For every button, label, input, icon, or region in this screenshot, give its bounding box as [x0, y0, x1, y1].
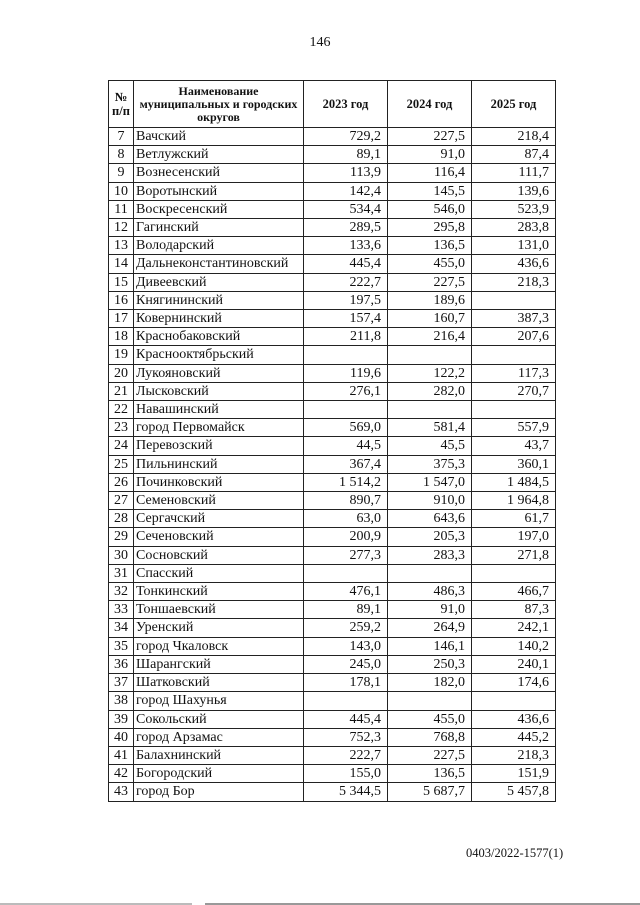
header-2024: 2024 год: [388, 81, 472, 128]
value-2024: 455,0: [388, 710, 472, 728]
row-number: 27: [109, 492, 134, 510]
value-2024: 160,7: [388, 310, 472, 328]
value-2024: 1 547,0: [388, 473, 472, 491]
row-number: 26: [109, 473, 134, 491]
value-2025: 151,9: [472, 765, 556, 783]
table-row: [109, 455, 556, 473]
municipality-name: Уренский: [134, 619, 304, 637]
budget-table: [108, 80, 556, 802]
table-row: [109, 437, 556, 455]
municipality-name: Дивеевский: [134, 273, 304, 291]
table-row: [109, 492, 556, 510]
value-2023: 143,0: [304, 637, 388, 655]
value-2023: [304, 346, 388, 364]
value-2024: 91,0: [388, 601, 472, 619]
municipality-name: Навашинский: [134, 401, 304, 419]
municipality-name: Лысковский: [134, 382, 304, 400]
municipality-name: Вачский: [134, 128, 304, 146]
municipality-name: Сокольский: [134, 710, 304, 728]
table-row: [109, 237, 556, 255]
value-2025: [472, 564, 556, 582]
value-2023: 890,7: [304, 492, 388, 510]
row-number: 24: [109, 437, 134, 455]
municipality-name: Дальнеконстантиновский: [134, 255, 304, 273]
value-2024: 227,5: [388, 128, 472, 146]
value-2025: 271,8: [472, 546, 556, 564]
value-2025: 87,3: [472, 601, 556, 619]
municipality-name: Богородский: [134, 765, 304, 783]
row-number: 18: [109, 328, 134, 346]
value-2025: 283,8: [472, 219, 556, 237]
value-2023: 289,5: [304, 219, 388, 237]
row-number: 32: [109, 583, 134, 601]
row-number: 40: [109, 728, 134, 746]
table-row: [109, 674, 556, 692]
value-2023: 133,6: [304, 237, 388, 255]
row-number: 15: [109, 273, 134, 291]
value-2023: 197,5: [304, 291, 388, 309]
municipality-name: Краснобаковский: [134, 328, 304, 346]
value-2024: 910,0: [388, 492, 472, 510]
value-2024: 282,0: [388, 382, 472, 400]
value-2025: 131,0: [472, 237, 556, 255]
municipality-name: Воротынский: [134, 182, 304, 200]
table-row: [109, 783, 556, 801]
row-number: 37: [109, 674, 134, 692]
row-number: 31: [109, 564, 134, 582]
table-row: [109, 310, 556, 328]
page-number: 146: [309, 35, 331, 50]
value-2024: [388, 692, 472, 710]
value-2024: 295,8: [388, 219, 472, 237]
table-row: [109, 583, 556, 601]
municipality-name: город Шахунья: [134, 692, 304, 710]
header-municipality-name: Наименование муниципальных и городских округов: [134, 81, 304, 128]
value-2023: 113,9: [304, 164, 388, 182]
row-number: 16: [109, 291, 134, 309]
value-2025: 174,6: [472, 674, 556, 692]
table-row: [109, 710, 556, 728]
municipality-name: Сосновский: [134, 546, 304, 564]
value-2024: 264,9: [388, 619, 472, 637]
row-number: 10: [109, 182, 134, 200]
value-2025: [472, 401, 556, 419]
value-2025: 242,1: [472, 619, 556, 637]
value-2024: 227,5: [388, 746, 472, 764]
value-2024: 581,4: [388, 419, 472, 437]
row-number: 11: [109, 200, 134, 218]
value-2023: 729,2: [304, 128, 388, 146]
value-2024: 182,0: [388, 674, 472, 692]
table-row: [109, 146, 556, 164]
value-2024: 546,0: [388, 200, 472, 218]
municipality-name: Балахнинский: [134, 746, 304, 764]
value-2025: [472, 291, 556, 309]
value-2023: 1 514,2: [304, 473, 388, 491]
header-2025: 2025 год: [472, 81, 556, 128]
row-number: 36: [109, 655, 134, 673]
value-2024: 91,0: [388, 146, 472, 164]
municipality-name: Перевозский: [134, 437, 304, 455]
value-2023: 142,4: [304, 182, 388, 200]
value-2023: 259,2: [304, 619, 388, 637]
value-2024: 45,5: [388, 437, 472, 455]
row-number: 9: [109, 164, 134, 182]
value-2024: 136,5: [388, 765, 472, 783]
value-2025: 466,7: [472, 583, 556, 601]
value-2025: 197,0: [472, 528, 556, 546]
row-number: 22: [109, 401, 134, 419]
row-number: 12: [109, 219, 134, 237]
row-number: 30: [109, 546, 134, 564]
value-2023: [304, 401, 388, 419]
municipality-name: Спасский: [134, 564, 304, 582]
value-2023: 44,5: [304, 437, 388, 455]
row-number: 14: [109, 255, 134, 273]
table-row: [109, 564, 556, 582]
value-2023: 89,1: [304, 601, 388, 619]
value-2024: [388, 401, 472, 419]
value-2023: 245,0: [304, 655, 388, 673]
row-number: 25: [109, 455, 134, 473]
table-row: [109, 601, 556, 619]
table-row: [109, 637, 556, 655]
municipality-name: Сеченовский: [134, 528, 304, 546]
table-body: [109, 128, 556, 802]
value-2025: 240,1: [472, 655, 556, 673]
table-row: [109, 128, 556, 146]
value-2024: 643,6: [388, 510, 472, 528]
value-2023: 367,4: [304, 455, 388, 473]
table-row: [109, 728, 556, 746]
value-2025: 218,4: [472, 128, 556, 146]
value-2023: 476,1: [304, 583, 388, 601]
value-2024: 189,6: [388, 291, 472, 309]
table-row: [109, 291, 556, 309]
table-row: [109, 273, 556, 291]
table-row: [109, 655, 556, 673]
value-2025: 218,3: [472, 746, 556, 764]
value-2023: 155,0: [304, 765, 388, 783]
value-2024: 122,2: [388, 364, 472, 382]
value-2023: 752,3: [304, 728, 388, 746]
table-row: [109, 401, 556, 419]
value-2024: 283,3: [388, 546, 472, 564]
value-2025: 140,2: [472, 637, 556, 655]
municipality-name: Ветлужский: [134, 146, 304, 164]
municipality-name: Тонкинский: [134, 583, 304, 601]
row-number: 13: [109, 237, 134, 255]
table-row: [109, 164, 556, 182]
table-row: [109, 546, 556, 564]
value-2023: [304, 692, 388, 710]
value-2023: 276,1: [304, 382, 388, 400]
value-2023: 445,4: [304, 710, 388, 728]
value-2025: 360,1: [472, 455, 556, 473]
header-2023: 2023 год: [304, 81, 388, 128]
row-number: 23: [109, 419, 134, 437]
table-row: [109, 765, 556, 783]
value-2025: 523,9: [472, 200, 556, 218]
value-2025: 1 484,5: [472, 473, 556, 491]
value-2025: 5 457,8: [472, 783, 556, 801]
row-number: 43: [109, 783, 134, 801]
value-2024: 216,4: [388, 328, 472, 346]
value-2025: 207,6: [472, 328, 556, 346]
row-number: 39: [109, 710, 134, 728]
value-2023: 277,3: [304, 546, 388, 564]
value-2023: 222,7: [304, 746, 388, 764]
value-2023: 5 344,5: [304, 783, 388, 801]
row-number: 20: [109, 364, 134, 382]
table-row: [109, 255, 556, 273]
row-number: 21: [109, 382, 134, 400]
row-number: 33: [109, 601, 134, 619]
value-2025: [472, 692, 556, 710]
value-2023: 534,4: [304, 200, 388, 218]
table-row: [109, 510, 556, 528]
table-row: [109, 419, 556, 437]
row-number: 42: [109, 765, 134, 783]
value-2023: 63,0: [304, 510, 388, 528]
table-row: [109, 200, 556, 218]
row-number: 35: [109, 637, 134, 655]
row-number: 7: [109, 128, 134, 146]
value-2023: 445,4: [304, 255, 388, 273]
municipality-name: Вознесенский: [134, 164, 304, 182]
value-2025: 61,7: [472, 510, 556, 528]
value-2023: 89,1: [304, 146, 388, 164]
value-2023: 211,8: [304, 328, 388, 346]
municipality-name: Сергачский: [134, 510, 304, 528]
municipality-name: Воскресенский: [134, 200, 304, 218]
value-2024: 136,5: [388, 237, 472, 255]
value-2024: 486,3: [388, 583, 472, 601]
table-header-row: [109, 81, 556, 128]
value-2025: 1 964,8: [472, 492, 556, 510]
value-2025: 445,2: [472, 728, 556, 746]
municipality-name: Володарский: [134, 237, 304, 255]
municipality-name: Шатковский: [134, 674, 304, 692]
row-number: 8: [109, 146, 134, 164]
value-2025: 218,3: [472, 273, 556, 291]
municipality-name: Семеновский: [134, 492, 304, 510]
value-2025: [472, 346, 556, 364]
table-row: [109, 328, 556, 346]
value-2024: 375,3: [388, 455, 472, 473]
value-2025: 43,7: [472, 437, 556, 455]
municipality-name: город Первомайск: [134, 419, 304, 437]
municipality-name: Тоншаевский: [134, 601, 304, 619]
value-2024: 250,3: [388, 655, 472, 673]
table-row: [109, 219, 556, 237]
value-2025: 436,6: [472, 710, 556, 728]
header-number: № п/п: [109, 81, 134, 128]
value-2024: 5 687,7: [388, 783, 472, 801]
value-2023: [304, 564, 388, 582]
row-number: 17: [109, 310, 134, 328]
value-2025: 436,6: [472, 255, 556, 273]
municipality-name: город Чкаловск: [134, 637, 304, 655]
value-2024: 146,1: [388, 637, 472, 655]
value-2024: 455,0: [388, 255, 472, 273]
municipality-name: Гагинский: [134, 219, 304, 237]
value-2023: 157,4: [304, 310, 388, 328]
value-2023: 119,6: [304, 364, 388, 382]
value-2024: [388, 564, 472, 582]
row-number: 19: [109, 346, 134, 364]
value-2024: 768,8: [388, 728, 472, 746]
document-code: 0403/2022-1577(1): [466, 846, 564, 860]
table-row: [109, 364, 556, 382]
municipality-name: город Бор: [134, 783, 304, 801]
value-2025: 87,4: [472, 146, 556, 164]
value-2024: [388, 346, 472, 364]
value-2023: 178,1: [304, 674, 388, 692]
table-row: [109, 619, 556, 637]
table-row: [109, 528, 556, 546]
municipality-name: Шарангский: [134, 655, 304, 673]
municipality-name: Ковернинский: [134, 310, 304, 328]
value-2025: 111,7: [472, 164, 556, 182]
value-2025: 139,6: [472, 182, 556, 200]
row-number: 28: [109, 510, 134, 528]
value-2023: 200,9: [304, 528, 388, 546]
value-2025: 557,9: [472, 419, 556, 437]
row-number: 38: [109, 692, 134, 710]
table-row: [109, 182, 556, 200]
value-2025: 117,3: [472, 364, 556, 382]
table-row: [109, 746, 556, 764]
value-2024: 116,4: [388, 164, 472, 182]
table-row: [109, 346, 556, 364]
municipality-name: город Арзамас: [134, 728, 304, 746]
value-2025: 270,7: [472, 382, 556, 400]
row-number: 29: [109, 528, 134, 546]
value-2024: 227,5: [388, 273, 472, 291]
municipality-name: Краснооктябрьский: [134, 346, 304, 364]
value-2025: 387,3: [472, 310, 556, 328]
table-row: [109, 692, 556, 710]
row-number: 41: [109, 746, 134, 764]
value-2024: 205,3: [388, 528, 472, 546]
value-2023: 569,0: [304, 419, 388, 437]
table-row: [109, 382, 556, 400]
row-number: 34: [109, 619, 134, 637]
municipality-name: Пильнинский: [134, 455, 304, 473]
municipality-name: Починковский: [134, 473, 304, 491]
table-row: [109, 473, 556, 491]
value-2024: 145,5: [388, 182, 472, 200]
value-2023: 222,7: [304, 273, 388, 291]
municipality-name: Лукояновский: [134, 364, 304, 382]
municipality-name: Княгининский: [134, 291, 304, 309]
